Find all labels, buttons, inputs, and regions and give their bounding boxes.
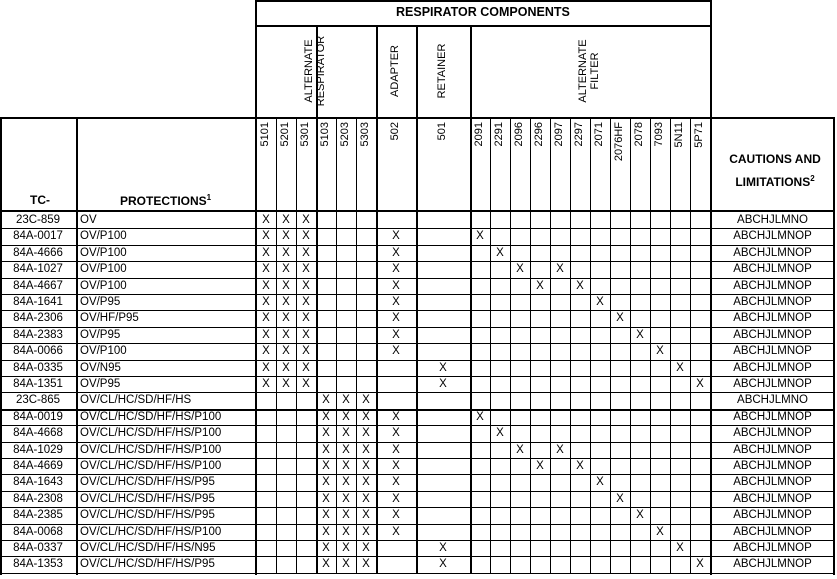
protections-cell: OV/CL/HC/SD/HF/HS bbox=[80, 394, 192, 407]
row-border bbox=[0, 327, 835, 328]
mark-5103: X bbox=[322, 525, 330, 538]
mark-5303: X bbox=[362, 476, 370, 489]
column-header-5303: 5303 bbox=[359, 122, 371, 147]
mark-5101: X bbox=[262, 230, 270, 243]
mark-2071: X bbox=[596, 476, 604, 489]
tc-number: 84A-1353 bbox=[13, 558, 63, 571]
column-border bbox=[570, 117, 571, 574]
protections-cell: OV/CL/HC/SD/HF/HS/P95 bbox=[80, 476, 215, 489]
cautions-cell: ABCHJLMNOP bbox=[733, 263, 812, 276]
mark-5201: X bbox=[282, 312, 290, 325]
protections-cell: OV/CL/HC/SD/HF/HS/P100 bbox=[80, 525, 222, 538]
tc-number: 84A-1029 bbox=[13, 443, 63, 456]
mark-5101: X bbox=[262, 279, 270, 292]
protections-cell: OV/CL/HC/SD/HF/HS/N95 bbox=[80, 542, 216, 554]
column-header-5301: 5301 bbox=[299, 122, 311, 147]
tc-number: 84A-0017 bbox=[13, 230, 63, 243]
cautions-cell: ABCHJLMNO bbox=[737, 394, 808, 407]
mark-2076HF: X bbox=[616, 492, 624, 505]
mark-2291: X bbox=[496, 427, 504, 440]
row-border bbox=[0, 573, 835, 574]
column-header-2076HF: 2076HF bbox=[613, 122, 625, 162]
mark-5101: X bbox=[262, 296, 270, 308]
mark-2296: X bbox=[536, 279, 544, 292]
cautions-cell: ABCHJLMNOP bbox=[733, 328, 812, 341]
mark-5301: X bbox=[302, 378, 310, 390]
mark-502: X bbox=[392, 230, 400, 243]
column-header-7093: 7093 bbox=[653, 122, 665, 147]
mark-5103: X bbox=[322, 410, 330, 423]
column-header-5101: 5101 bbox=[259, 122, 271, 147]
mark-502: X bbox=[392, 509, 400, 522]
mark-5201: X bbox=[282, 328, 290, 341]
cautions-cell: ABCHJLMNOP bbox=[733, 279, 812, 292]
tc-number: 84A-2306 bbox=[13, 312, 63, 325]
protections-cell: OV/P95 bbox=[80, 378, 121, 390]
mark-5203: X bbox=[342, 410, 350, 423]
mark-7093: X bbox=[656, 345, 664, 358]
components-top-border bbox=[255, 0, 712, 2]
column-header-5P71: 5P71 bbox=[693, 122, 705, 148]
mark-5203: X bbox=[342, 509, 350, 522]
protections-cell: OV/P100 bbox=[80, 246, 127, 259]
tc-number: 84A-1641 bbox=[13, 296, 63, 308]
group-border bbox=[416, 25, 418, 117]
column-header-5201: 5201 bbox=[279, 122, 291, 147]
mark-502: X bbox=[392, 460, 400, 472]
group-label-line: ADAPTER bbox=[389, 45, 401, 97]
mark-2096: X bbox=[516, 263, 524, 276]
tc-number: 84A-0019 bbox=[13, 410, 63, 423]
group-border bbox=[376, 25, 378, 117]
mark-501: X bbox=[439, 378, 447, 390]
mark-5301: X bbox=[302, 328, 310, 341]
protections-cell: OV/P95 bbox=[80, 328, 121, 341]
protections-cell: OV/P100 bbox=[80, 345, 127, 358]
mark-5203: X bbox=[342, 492, 350, 505]
column-header-5N11: 5N11 bbox=[673, 122, 685, 148]
mark-5103: X bbox=[322, 509, 330, 522]
mark-502: X bbox=[392, 525, 400, 538]
mark-502: X bbox=[392, 410, 400, 423]
tc-number: 84A-4667 bbox=[13, 279, 63, 292]
mark-5N11: X bbox=[676, 542, 684, 554]
cautions-cell: ABCHJLMNOP bbox=[733, 345, 812, 358]
mark-5303: X bbox=[362, 394, 370, 407]
mark-501: X bbox=[439, 542, 447, 554]
mark-2097: X bbox=[556, 443, 564, 456]
mark-5201: X bbox=[282, 296, 290, 308]
mark-502: X bbox=[392, 279, 400, 292]
column-border bbox=[510, 117, 511, 574]
cautions-cell: ABCHJLMNOP bbox=[733, 509, 812, 522]
mark-5203: X bbox=[342, 394, 350, 407]
group-label-line: RESPIRATOR bbox=[314, 35, 327, 107]
cautions-header: CAUTIONS AND LIMITATIONS$^2$ bbox=[729, 152, 821, 189]
mark-5303: X bbox=[362, 427, 370, 440]
mark-5201: X bbox=[282, 345, 290, 358]
mark-2091: X bbox=[476, 230, 484, 243]
mark-5301: X bbox=[302, 312, 310, 325]
mark-5301: X bbox=[302, 230, 310, 243]
mark-5203: X bbox=[342, 542, 350, 554]
protections-cell: OV/CL/HC/SD/HF/HS/P100 bbox=[80, 427, 222, 440]
mark-5203: X bbox=[342, 460, 350, 472]
mark-2097: X bbox=[556, 263, 564, 276]
mark-2297: X bbox=[576, 279, 584, 292]
cautions-cell: ABCHJLMNOP bbox=[733, 361, 812, 374]
column-border bbox=[490, 117, 491, 574]
cautions-cell: ABCHJLMNOP bbox=[733, 312, 812, 325]
mark-5101: X bbox=[262, 214, 270, 226]
cautions-cell: ABCHJLMNOP bbox=[733, 476, 812, 489]
mark-5303: X bbox=[362, 410, 370, 423]
protections-cell: OV/CL/HC/SD/HF/HS/P100 bbox=[80, 443, 222, 456]
column-header-bottom bbox=[0, 210, 835, 212]
mark-502: X bbox=[392, 492, 400, 505]
mark-502: X bbox=[392, 296, 400, 308]
column-header-501: 501 bbox=[436, 122, 448, 141]
tc-number: 84A-4669 bbox=[13, 460, 63, 472]
mark-5201: X bbox=[282, 246, 290, 259]
column-header-2078: 2078 bbox=[633, 122, 645, 147]
mark-5203: X bbox=[342, 443, 350, 456]
cautions-cell: ABCHJLMNOP bbox=[733, 427, 812, 440]
tc-header: TC- bbox=[30, 193, 50, 207]
mark-502: X bbox=[392, 427, 400, 440]
tc-number: 23C-859 bbox=[15, 214, 61, 226]
group-label-3 bbox=[578, 26, 601, 116]
mark-5201: X bbox=[282, 214, 290, 226]
mark-502: X bbox=[392, 345, 400, 358]
column-border bbox=[590, 117, 591, 574]
column-border bbox=[530, 117, 531, 574]
mark-7093: X bbox=[656, 525, 664, 538]
mark-502: X bbox=[392, 328, 400, 341]
mark-5103: X bbox=[322, 492, 330, 505]
column-border bbox=[470, 117, 472, 574]
tc-number: 84A-4668 bbox=[13, 427, 63, 440]
mark-5103: X bbox=[322, 460, 330, 472]
column-header-2096: 2096 bbox=[513, 122, 525, 147]
tc-number: 84A-1351 bbox=[13, 378, 63, 390]
mark-5101: X bbox=[262, 312, 270, 325]
mark-5103: X bbox=[322, 558, 330, 571]
mark-5303: X bbox=[362, 525, 370, 538]
mark-5203: X bbox=[342, 525, 350, 538]
mark-502: X bbox=[392, 246, 400, 259]
mark-2296: X bbox=[536, 460, 544, 472]
cautions-cell: ABCHJLMNOP bbox=[733, 410, 812, 423]
tc-number: 23C-865 bbox=[15, 394, 61, 407]
tc-number: 84A-0068 bbox=[13, 525, 63, 538]
column-border bbox=[690, 117, 691, 574]
cautions-cell: ABCHJLMNO bbox=[737, 214, 808, 226]
tc-number: 84A-1643 bbox=[13, 476, 63, 489]
mark-502: X bbox=[392, 443, 400, 456]
group-label-line: FILTER bbox=[588, 52, 601, 90]
column-border bbox=[670, 117, 671, 574]
protections-cell: OV/HF/P95 bbox=[80, 312, 139, 325]
protections-header: PROTECTIONS$^1$ bbox=[120, 193, 212, 208]
mark-5303: X bbox=[362, 509, 370, 522]
column-border bbox=[630, 117, 631, 574]
cautions-cell: ABCHJLMNOP bbox=[733, 525, 812, 538]
mark-5201: X bbox=[282, 378, 290, 390]
protections-cell: OV/CL/HC/SD/HF/HS/P95 bbox=[80, 509, 215, 522]
column-border bbox=[550, 117, 551, 574]
mark-5203: X bbox=[342, 558, 350, 571]
mark-5103: X bbox=[322, 443, 330, 456]
cautions-cell: ABCHJLMNOP bbox=[733, 460, 812, 472]
mark-5201: X bbox=[282, 230, 290, 243]
column-header-502: 502 bbox=[389, 122, 401, 141]
mark-5301: X bbox=[302, 214, 310, 226]
mark-5303: X bbox=[362, 460, 370, 472]
components-left-border bbox=[255, 0, 257, 117]
mark-5201: X bbox=[282, 361, 290, 374]
cautions-cell: ABCHJLMNOP bbox=[733, 230, 812, 243]
tc-number: 84A-1027 bbox=[13, 263, 63, 276]
cautions-cell: ABCHJLMNOP bbox=[733, 492, 812, 505]
protections-cell: OV bbox=[80, 214, 97, 226]
tc-number: 84A-4666 bbox=[13, 246, 63, 259]
tc-number: 84A-0335 bbox=[13, 361, 63, 374]
mark-5301: X bbox=[302, 246, 310, 259]
cautions-cell: ABCHJLMNOP bbox=[733, 246, 812, 259]
column-header-5103: 5103 bbox=[319, 122, 331, 147]
cautions-cell: ABCHJLMNOP bbox=[733, 378, 812, 390]
mark-2291: X bbox=[496, 246, 504, 259]
mark-5301: X bbox=[302, 263, 310, 276]
protections-cell: OV/CL/HC/SD/HF/HS/P95 bbox=[80, 558, 215, 571]
cautions-cell: ABCHJLMNOP bbox=[733, 296, 812, 308]
cautions-cell: ABCHJLMNOP bbox=[733, 542, 812, 554]
group-label-0 bbox=[304, 26, 327, 116]
mark-5101: X bbox=[262, 361, 270, 374]
mark-501: X bbox=[439, 558, 447, 571]
mark-5303: X bbox=[362, 558, 370, 571]
column-header-5203: 5203 bbox=[339, 122, 351, 147]
mark-5103: X bbox=[322, 394, 330, 407]
mark-5P71: X bbox=[696, 558, 704, 571]
respirator-components-title: RESPIRATOR COMPONENTS bbox=[396, 5, 570, 19]
mark-5203: X bbox=[342, 427, 350, 440]
protections-cell: OV/CL/HC/SD/HF/HS/P100 bbox=[80, 410, 222, 423]
mark-5101: X bbox=[262, 246, 270, 259]
column-header-2291: 2291 bbox=[493, 122, 505, 147]
mark-5103: X bbox=[322, 542, 330, 554]
tc-number: 84A-2308 bbox=[13, 492, 63, 505]
mark-5303: X bbox=[362, 542, 370, 554]
row-border bbox=[0, 294, 835, 295]
column-header-2097: 2097 bbox=[553, 122, 565, 147]
mark-5301: X bbox=[302, 361, 310, 374]
mark-5301: X bbox=[302, 296, 310, 308]
mark-2076HF: X bbox=[616, 312, 624, 325]
mark-5101: X bbox=[262, 378, 270, 390]
mark-2071: X bbox=[596, 296, 604, 308]
tc-number: 84A-0066 bbox=[13, 345, 63, 358]
protections-cell: OV/P95 bbox=[80, 296, 121, 308]
mark-5103: X bbox=[322, 427, 330, 440]
column-header-2297: 2297 bbox=[573, 122, 585, 147]
group-border bbox=[470, 25, 472, 117]
column-header-2071: 2071 bbox=[593, 122, 605, 147]
protections-cell: OV/P100 bbox=[80, 263, 127, 276]
mark-2078: X bbox=[636, 328, 644, 341]
group-label-line: RETAINER bbox=[436, 43, 448, 99]
mark-5103: X bbox=[322, 476, 330, 489]
protections-cell: OV/CL/HC/SD/HF/HS/P95 bbox=[80, 492, 215, 505]
group-label-2 bbox=[437, 26, 449, 116]
column-border bbox=[416, 117, 418, 574]
mark-5201: X bbox=[282, 263, 290, 276]
mark-501: X bbox=[439, 361, 447, 374]
mark-5101: X bbox=[262, 263, 270, 276]
mark-5N11: X bbox=[676, 361, 684, 374]
mark-2096: X bbox=[516, 443, 524, 456]
tc-number: 84A-0337 bbox=[13, 542, 63, 554]
column-header-2091: 2091 bbox=[473, 122, 485, 147]
mark-5301: X bbox=[302, 279, 310, 292]
mark-502: X bbox=[392, 312, 400, 325]
mark-5101: X bbox=[262, 345, 270, 358]
mark-502: X bbox=[392, 263, 400, 276]
mark-5P71: X bbox=[696, 378, 704, 390]
mark-5201: X bbox=[282, 279, 290, 292]
mark-5301: X bbox=[302, 345, 310, 358]
protections-cell: OV/P100 bbox=[80, 230, 127, 243]
protections-cell: OV/N95 bbox=[80, 361, 121, 374]
mark-502: X bbox=[392, 476, 400, 489]
cautions-cell: ABCHJLMNOP bbox=[733, 443, 812, 456]
tc-number: 84A-2383 bbox=[13, 328, 63, 341]
group-label-1 bbox=[390, 26, 402, 116]
mark-5203: X bbox=[342, 476, 350, 489]
mark-5101: X bbox=[262, 328, 270, 341]
group-label-line: ALTERNATE bbox=[303, 39, 315, 103]
mark-5303: X bbox=[362, 443, 370, 456]
cautions-cell: ABCHJLMNOP bbox=[733, 558, 812, 571]
mark-5303: X bbox=[362, 492, 370, 505]
column-header-2296: 2296 bbox=[533, 122, 545, 147]
components-right-border bbox=[710, 0, 712, 117]
mark-2078: X bbox=[636, 509, 644, 522]
group-label-line: ALTERNATE bbox=[577, 39, 589, 103]
mark-2091: X bbox=[476, 410, 484, 423]
tc-number: 84A-2385 bbox=[13, 509, 63, 522]
protections-cell: OV/CL/HC/SD/HF/HS/P100 bbox=[80, 460, 222, 472]
protections-cell: OV/P100 bbox=[80, 279, 127, 292]
mark-2297: X bbox=[576, 460, 584, 472]
